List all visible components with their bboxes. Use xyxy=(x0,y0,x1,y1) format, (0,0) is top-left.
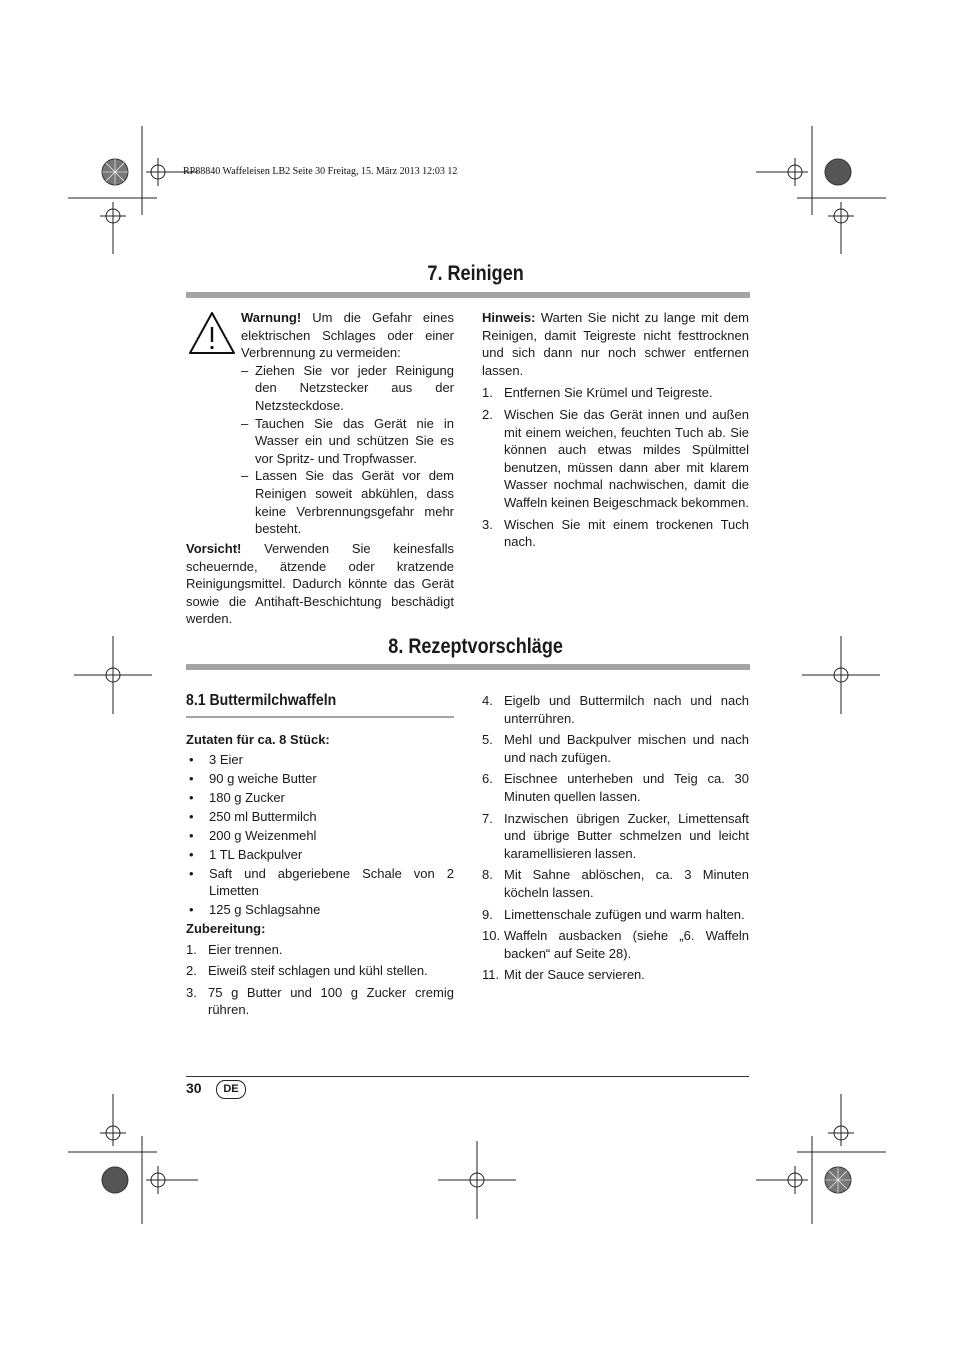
note-label: Hinweis: xyxy=(482,310,536,325)
recipe-right-column xyxy=(482,692,749,988)
ingredients-label: Zutaten für ca. 8 Stück: xyxy=(186,732,330,747)
caution-text: Verwenden Sie keinesfalls scheuernde, ätzende oder kratzende Reinigungsmittel. Dadurch könnte das Gerät sowie die Antihaft-Beschichtung beschädigt werden. xyxy=(186,541,454,627)
preparation-steps-right xyxy=(482,692,749,984)
list-item: • 3 Eier xyxy=(189,751,243,767)
list-item: 5. Mehl und Backpulver mischen und nach und nach zufügen. xyxy=(482,732,749,765)
list-item: • 125 g Schlagsahne xyxy=(189,902,321,918)
warning-label: Warnung! xyxy=(241,310,302,325)
list-item: • Saft und abgeriebene Schale von 2 Limetten xyxy=(189,865,454,899)
color-wheel-top-left xyxy=(102,159,128,185)
registration-mark-bottom-left xyxy=(146,1166,198,1194)
list-item: 1. Eier trennen. xyxy=(186,941,283,957)
list-item: • 250 ml Buttermilch xyxy=(189,808,317,824)
list-item: 3. 75 g Butter und 100 g Zucker cremig rühren. xyxy=(186,984,454,1018)
recipe-subtitle: 8.1 Buttermilchwaffeln xyxy=(186,692,337,709)
warning-text: Um die Gefahr eines elektrischen Schlages oder einer Verbrennung zu vermeiden: xyxy=(241,310,454,361)
preparation-label: Zubereitung: xyxy=(186,921,266,937)
list-item: 7. Inzwischen übrigen Zucker, Limettensaft und übrige Butter schmelzen und leicht karamellisieren lassen. xyxy=(482,810,749,861)
cleaning-steps-list xyxy=(482,384,749,550)
subtitle-underline xyxy=(186,716,454,718)
registration-mark-bottom-right xyxy=(756,1166,808,1194)
caution-block xyxy=(186,540,454,628)
warning-item: – Ziehen Sie vor jeder Reinigung den Netzstecker aus der Netzsteckdose. xyxy=(241,362,454,413)
list-item: • 180 g Zucker xyxy=(189,789,285,805)
warning-item: – Tauchen Sie das Gerät nie in Wasser ein und schützen Sie es vor Spritz- und Tropfwasser. xyxy=(241,415,454,466)
list-item: • 90 g weiche Butter xyxy=(189,770,317,786)
list-item: 4. Eigelb und Buttermilch nach und nach unterrühren. xyxy=(482,693,749,726)
footer-rule xyxy=(186,1076,749,1077)
recipe-subtitle-block xyxy=(186,692,454,718)
registration-mark-bottom-center xyxy=(438,1141,516,1219)
warning-triangle-icon xyxy=(187,310,237,356)
registration-mark-left-top xyxy=(100,202,126,254)
registration-mark-right-bottom xyxy=(828,1094,854,1146)
list-item: • 1 TL Backpulver xyxy=(189,846,303,862)
list-item: 11. Mit der Sauce servieren. xyxy=(482,967,645,983)
page-number: 30 xyxy=(186,1080,202,1096)
section-divider-bar xyxy=(186,292,750,298)
print-slug: RP88840 Waffeleisen LB2 Seite 30 Freitag, 15. März 2013 12:03 12 xyxy=(183,166,458,177)
color-wheel-bottom-left xyxy=(102,1167,128,1193)
language-badge: DE xyxy=(216,1080,246,1099)
list-item: 1. Entfernen Sie Krümel und Teigreste. xyxy=(482,385,713,401)
section-divider-bar xyxy=(186,664,750,670)
note-text: Warten Sie nicht zu lange mit dem Reinigen, damit Teigreste nicht festtrocknen und sich dann nur noch schwer entfernen lassen. xyxy=(482,310,749,378)
warning-item: – Lassen Sie das Gerät vor dem Reinigen soweit abkühlen, dass keine Verbrennungsgefahr mehr besteht. xyxy=(241,468,454,537)
list-item: 9. Limettenschale zufügen und warm halten. xyxy=(482,906,745,922)
section-title-reinigen: 7. Reinigen xyxy=(427,262,524,285)
registration-mark-top-right xyxy=(756,158,808,186)
note-and-steps xyxy=(482,309,749,555)
registration-mark-right-top xyxy=(828,202,854,254)
caution-label: Vorsicht! xyxy=(186,541,242,556)
registration-mark-left-bottom xyxy=(100,1094,126,1146)
list-item: 10. Waffeln ausbacken (siehe „6. Waffeln backen“ auf Seite 28). xyxy=(482,928,749,961)
list-item: 2. Wischen Sie das Gerät innen und außen mit einem weichen, feuchten Tuch ab. Sie können auch etwas mildes Spülmittel benutzen, müssen dann aber mit klarem Wasser nochmal nachwischen, damit die Waffeln keinen Beigeschmack bekommen. xyxy=(482,406,749,510)
list-item: • 200 g Weizenmehl xyxy=(189,827,317,843)
color-wheel-top-right xyxy=(825,159,851,185)
list-item: 8. Mit Sahne ablöschen, ca. 3 Minuten köcheln lassen. xyxy=(482,867,749,900)
preparation-steps-left xyxy=(186,941,454,1019)
list-item: 3. Wischen Sie mit einem trockenen Tuch nach. xyxy=(482,516,749,550)
section-title-rezeptvorschlaege: 8. Rezeptvorschläge xyxy=(388,635,563,658)
ingredients-list xyxy=(186,751,454,919)
list-item: 6. Eischnee unterheben und Teig ca. 30 Minuten quellen lassen. xyxy=(482,771,749,804)
color-wheel-bottom-right xyxy=(825,1167,851,1193)
recipe-left-column xyxy=(186,731,454,1023)
warning-block xyxy=(241,309,454,538)
list-item: 2. Eiweiß steif schlagen und kühl stellen. xyxy=(186,963,428,979)
